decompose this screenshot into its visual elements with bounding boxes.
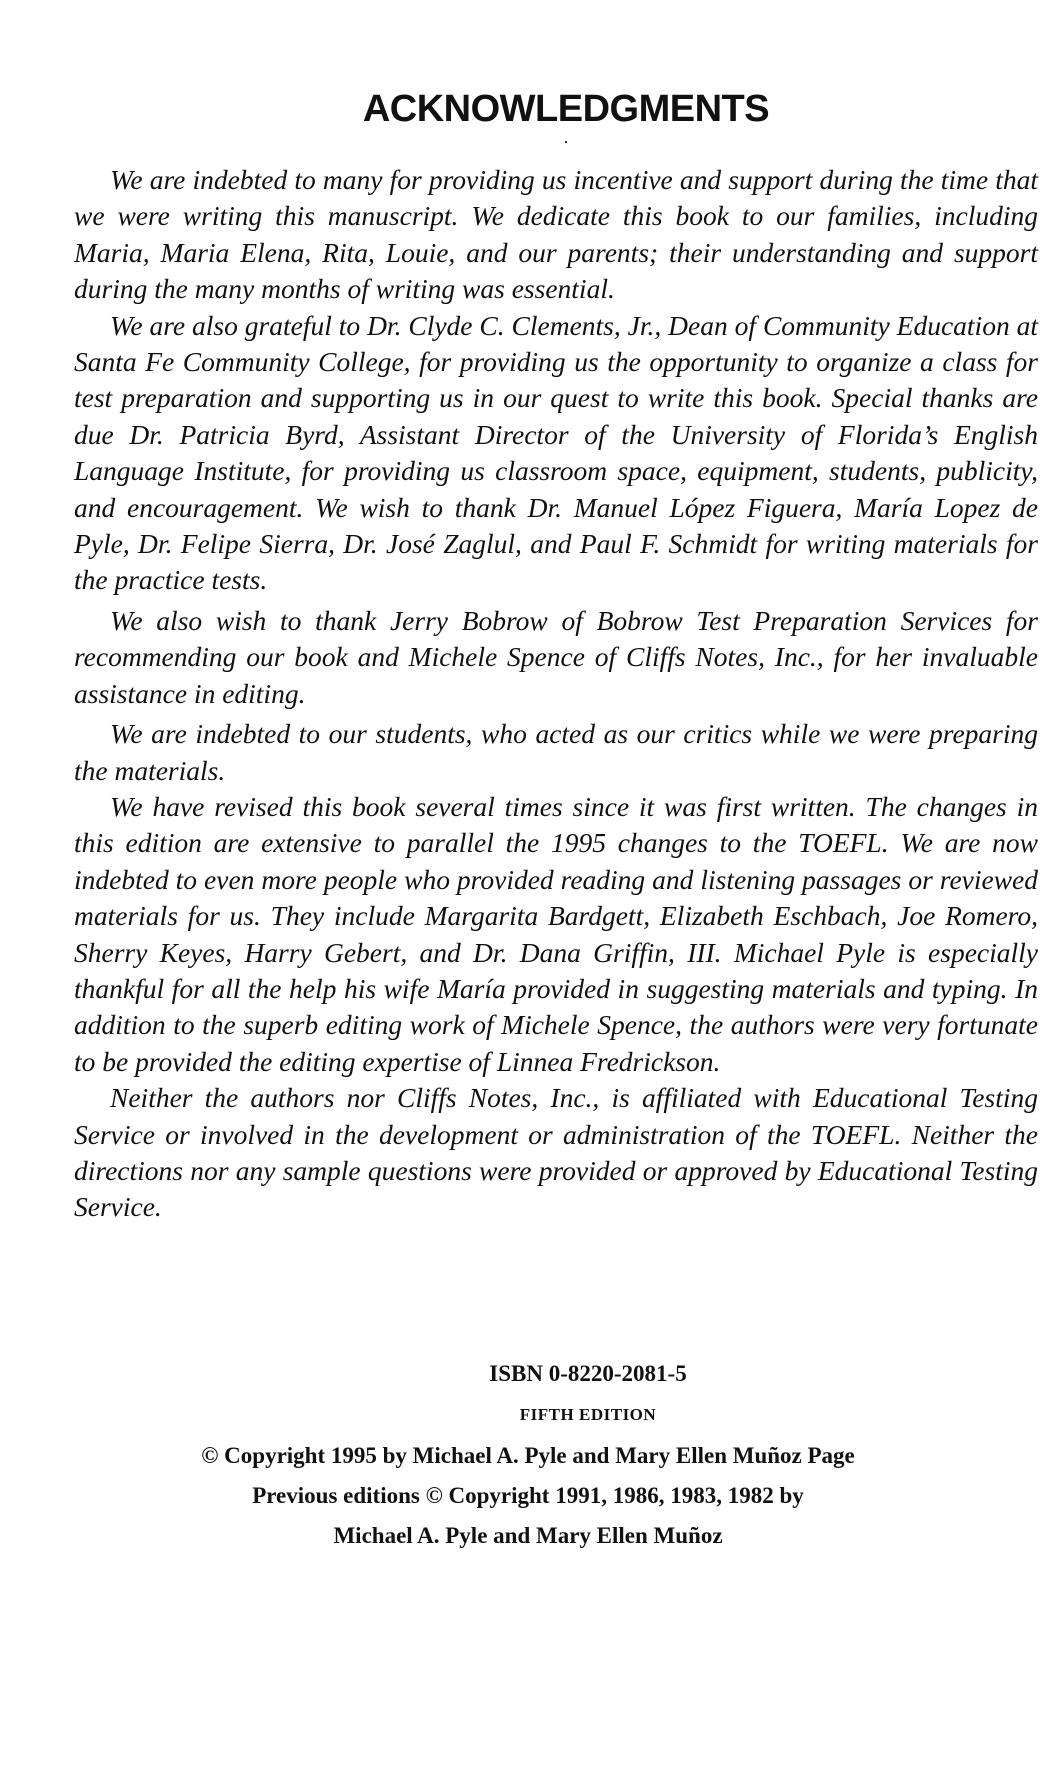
paragraph-5: We have revised this book several times since it was first written. The changes in this edition are extensive to parallel the 1995 changes to the TOEFL. We are now indebted to even more people who provided reading and listening passages or reviewed materials for us. They include Margarita Bardgett, Elizabeth Eschbach, Joe Romero, Sherry Keyes, Harry Gebert, and Dr. Dana Griffin, III. Michael Pyle is especially thankful for all the help his wife María provided in suggesting materials and typing. In addition to the superb editing work of Michele Spence, the authors were very fortunate to be provided the editing expertise of Linnea Fredrickson. [74,790,1038,1077]
paragraph-6: Neither the authors nor Cliffs Notes, Inc., is affiliated with Educational Testing Service or involved in the development or administration of the TOEFL. Neither the directions nor any sample questions were provided or approved by Educational Testing Service. [74,1082,1038,1223]
page-title: ACKNOWLEDGMENTS [362,88,770,130]
paragraph-1: We are indebted to many for providing us incentive and support during the time that we were writing this manuscript. We dedicate this book to our families, including Maria, Maria Elena, Rita, Louie, and our parents; their understanding and support during the many months of writing was essential. [74,164,1038,305]
title-dot-ornament: · [563,132,569,152]
copyright-line-3: Michael A. Pyle and Mary Ellen Muñoz [333,1523,723,1548]
copyright-line-1: © Copyright 1995 by Michael A. Pyle and Mary Ellen Muñoz Page [201,1443,855,1468]
publication-credits [0,1360,1056,1556]
isbn-number: ISBN 0-8220-2081-5 [489,1361,687,1386]
paragraph-2: We are also grateful to Dr. Clyde C. Clements, Jr., Dean of Community Education at Santa Fe Community College, for providing us the opportunity to organize a class for test preparation and supporting us in our quest to write this book. Special thanks are due Dr. Patricia Byrd, Assistant Director of the University of Florida’s English Language Institute, for providing us classroom space, equipment, students, publicity, and encouragement. We wish to thank Dr. Manuel López Figuera, María Lopez de Pyle, Dr. Felipe Sierra, Dr. José Zaglul, and Paul F. Schmidt for writing materials for the practice tests. [74,309,1038,596]
paragraph-4: We are indebted to our students, who acted as our critics while we were preparing the materials. [74,718,1038,786]
copyright-line-2: Previous editions © Copyright 1991, 1986, 1983, 1982 by [252,1483,804,1508]
acknowledgments-body [74,162,1038,1226]
paragraph-3: We also wish to thank Jerry Bobrow of Bobrow Test Preparation Services for recommending our book and Michele Spence of Cliffs Notes, Inc., for her invaluable assistance in editing. [74,604,1038,709]
edition-label: FIFTH EDITION [519,1405,657,1424]
